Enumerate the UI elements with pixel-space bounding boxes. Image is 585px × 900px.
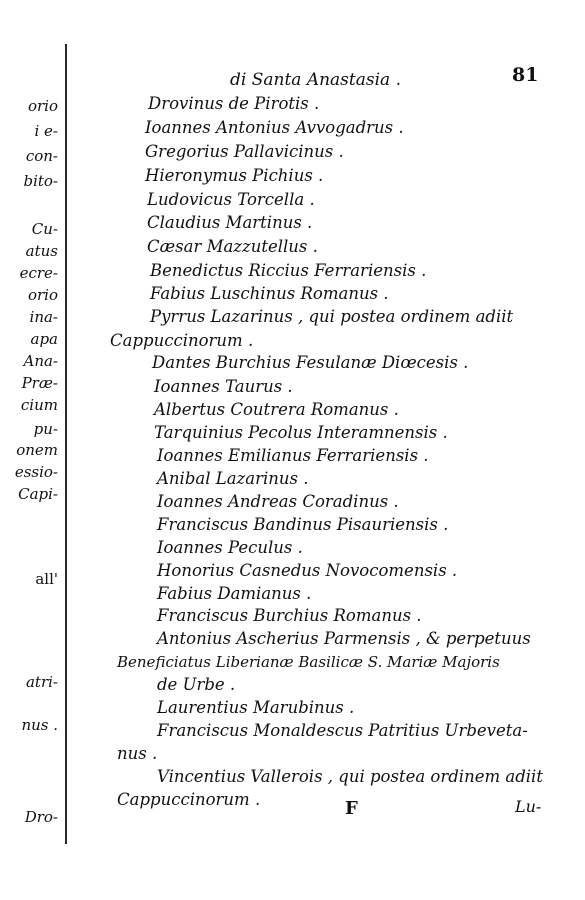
- text-line: Dantes Burchius Fesulanæ Diœcesis .: [152, 353, 469, 372]
- running-title: di Santa Anastasia .: [230, 70, 401, 90]
- text-line: Antonius Ascherius Parmensis , & perpetuus: [157, 629, 531, 648]
- left-fragment: ina-: [29, 308, 58, 326]
- text-line: Laurentius Marubinus .: [157, 698, 355, 717]
- left-fragment: Cu-: [31, 220, 58, 238]
- left-fragment: pu-: [33, 420, 58, 438]
- left-fragment: bito-: [23, 172, 58, 190]
- text-line: Hieronymus Pichius .: [145, 166, 324, 185]
- text-line: Franciscus Monaldescus Patritius Urbeveta-: [157, 721, 528, 740]
- text-line: Ioannes Antonius Avvogadrus .: [145, 118, 404, 137]
- text-line: Ioannes Taurus .: [154, 377, 293, 396]
- text-line: Pyrrus Lazarinus , qui postea ordinem adiit: [150, 307, 514, 326]
- text-line: Vincentius Vallerois , qui postea ordinem adiit: [157, 767, 543, 786]
- left-fragment: atus: [25, 242, 58, 260]
- text-line: Benedictus Riccius Ferrariensis .: [150, 261, 427, 280]
- left-fragment: con-: [25, 147, 58, 165]
- signature-mark: F: [345, 798, 358, 819]
- left-fragment: Dro-: [24, 808, 58, 826]
- text-line: Cæsar Mazzutellus .: [147, 237, 318, 256]
- left-fragment: orio: [27, 286, 58, 304]
- text-line: Ioannes Emilianus Ferrariensis .: [157, 446, 429, 465]
- left-fragment: nus .: [21, 716, 58, 734]
- left-fragment: Capi-: [18, 485, 58, 503]
- left-fragment: Ana-: [23, 352, 58, 370]
- text-line: Ioannes Peculus .: [157, 538, 303, 557]
- left-fragment: cium: [20, 396, 58, 414]
- text-line: Cappuccinorum .: [110, 331, 254, 350]
- text-line: Beneficiatus Liberianæ Basilicæ S. Mariæ Majoris: [117, 653, 500, 671]
- left-fragment: all': [35, 570, 58, 588]
- left-fragment: orio: [27, 97, 58, 115]
- text-line: Tarquinius Pecolus Interamnensis .: [154, 423, 448, 442]
- text-line: Drovinus de Pirotis .: [148, 94, 320, 113]
- gutter-line: [65, 44, 67, 844]
- text-line: Anibal Lazarinus .: [157, 469, 309, 488]
- text-line: Honorius Casnedus Novocomensis .: [157, 561, 458, 580]
- left-fragment: i e-: [34, 122, 58, 140]
- text-line: nus .: [117, 744, 158, 763]
- text-line: Gregorius Pallavicinus .: [145, 142, 344, 161]
- text-line: de Urbe .: [157, 675, 236, 694]
- text-line: Cappuccinorum .: [117, 790, 261, 809]
- left-fragment: atri-: [25, 673, 58, 691]
- left-fragment: essio-: [14, 463, 58, 481]
- text-line: Ioannes Andreas Coradinus .: [157, 492, 399, 511]
- text-line: Claudius Martinus .: [147, 213, 313, 232]
- text-line: Franciscus Burchius Romanus .: [157, 606, 422, 625]
- left-fragment: apa: [30, 330, 58, 348]
- text-line: Fabius Damianus .: [157, 584, 312, 603]
- text-line: Ludovicus Torcella .: [147, 190, 315, 209]
- left-fragment: ecre-: [19, 264, 58, 282]
- page-number: 81: [512, 64, 539, 86]
- catchword: Lu-: [515, 797, 542, 816]
- left-fragment: Præ-: [21, 374, 58, 392]
- text-line: Albertus Coutrera Romanus .: [154, 400, 399, 419]
- text-line: Fabius Luschinus Romanus .: [150, 284, 389, 303]
- text-line: Franciscus Bandinus Pisauriensis .: [157, 515, 449, 534]
- left-fragment: onem: [16, 441, 58, 459]
